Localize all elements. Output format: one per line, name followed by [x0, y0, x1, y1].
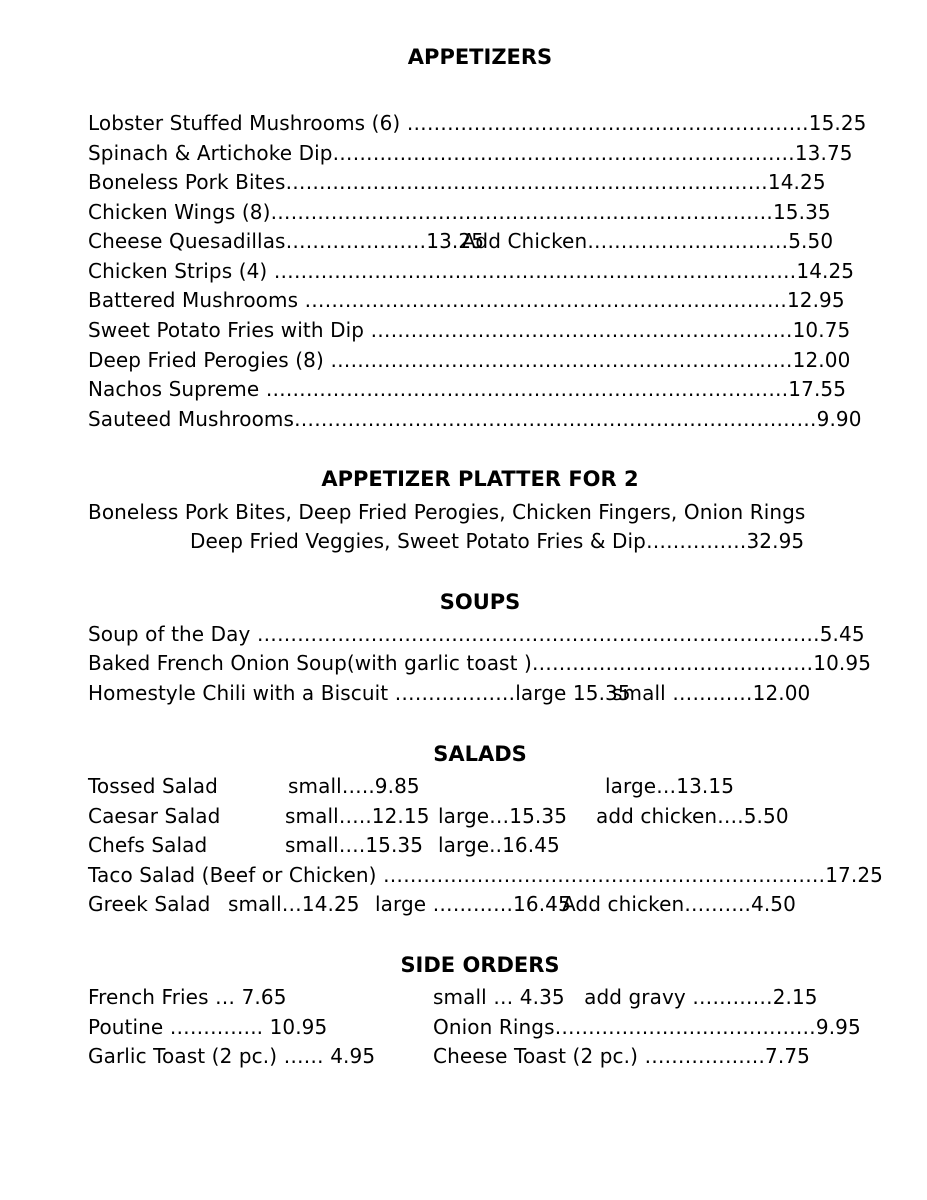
- menu-item: Soup of the Day …………………………………………………………………………5.45: [88, 622, 865, 646]
- side-item: French Fries … 7.65: [88, 985, 287, 1009]
- menu-item: Nachos Supreme ……………………………………………………………………17.55: [88, 377, 847, 401]
- side-item: Onion Rings…………………………………9.95: [433, 1015, 861, 1039]
- menu-item: Sweet Potato Fries with Dip ………………………………………………………10.75: [88, 318, 851, 342]
- salad-large-price: large…13.15: [605, 774, 735, 798]
- menu-item-size: small …………12.00: [612, 681, 811, 705]
- menu-item: Spinach & Artichoke Dip……………………………………………………………13.75: [88, 141, 853, 165]
- platter-heading: APPETIZER PLATTER FOR 2: [321, 467, 639, 491]
- salad-addon: Add chicken……….4.50: [562, 892, 796, 916]
- salad-small-price: small….15.35: [285, 833, 424, 857]
- salads-heading: SALADS: [433, 742, 527, 766]
- menu-item: Homestyle Chili with a Biscuit ………………large 15.35: [88, 681, 631, 705]
- side-item: Poutine ………….. 10.95: [88, 1015, 328, 1039]
- salad-small-price: small…..9.85: [288, 774, 420, 798]
- side-item: small … 4.35 add gravy …………2.15: [433, 985, 818, 1009]
- menu-item: Cheese Quesadillas…………………13.25: [88, 229, 485, 253]
- menu-item: Lobster Stuffed Mushrooms (6) ……………………………………………………15.25: [88, 111, 867, 135]
- salad-large-price: large…15.35: [438, 804, 568, 828]
- salad-name: Greek Salad: [88, 892, 211, 916]
- side-item: Garlic Toast (2 pc.) …… 4.95: [88, 1044, 376, 1068]
- platter-description: Deep Fried Veggies, Sweet Potato Fries & Dip……………32.95: [190, 529, 805, 553]
- salad-large-price: large..16.45: [438, 833, 560, 857]
- salad-small-price: small…..12.15: [285, 804, 430, 828]
- menu-item: Boneless Pork Bites………………………………………………………………14.25: [88, 170, 826, 194]
- menu-item: Taco Salad (Beef or Chicken) …………………………………………………………17.25: [88, 863, 883, 887]
- menu-item-addon: Add Chicken…………………………5.50: [462, 229, 834, 253]
- salad-large-price: large …………16.45: [375, 892, 571, 916]
- menu-item: Battered Mushrooms ………………………………………………………………12.95: [88, 288, 845, 312]
- salad-addon: add chicken….5.50: [596, 804, 789, 828]
- salad-name: Tossed Salad: [88, 774, 218, 798]
- soups-heading: SOUPS: [439, 590, 521, 614]
- appetizers-heading: APPETIZERS: [407, 45, 553, 69]
- platter-description: Boneless Pork Bites, Deep Fried Perogies, Chicken Fingers, Onion Rings: [88, 500, 806, 524]
- side-item: Cheese Toast (2 pc.) ………………7.75: [433, 1044, 810, 1068]
- menu-item: Chicken Strips (4) ……………………………………………………………………14.25: [88, 259, 855, 283]
- menu-item: Deep Fried Perogies (8) ……………………………………………………………12.00: [88, 348, 851, 372]
- menu-item: Chicken Wings (8)…………………………………………………………………15.35: [88, 200, 831, 224]
- salad-name: Chefs Salad: [88, 833, 208, 857]
- menu-item: Sauteed Mushrooms……………………………………………………………………9.90: [88, 407, 862, 431]
- salad-small-price: small…14.25: [228, 892, 360, 916]
- side-orders-heading: SIDE ORDERS: [400, 953, 560, 977]
- salad-name: Caesar Salad: [88, 804, 221, 828]
- menu-item: Baked French Onion Soup(with garlic toast )……………………………………10.95: [88, 651, 872, 675]
